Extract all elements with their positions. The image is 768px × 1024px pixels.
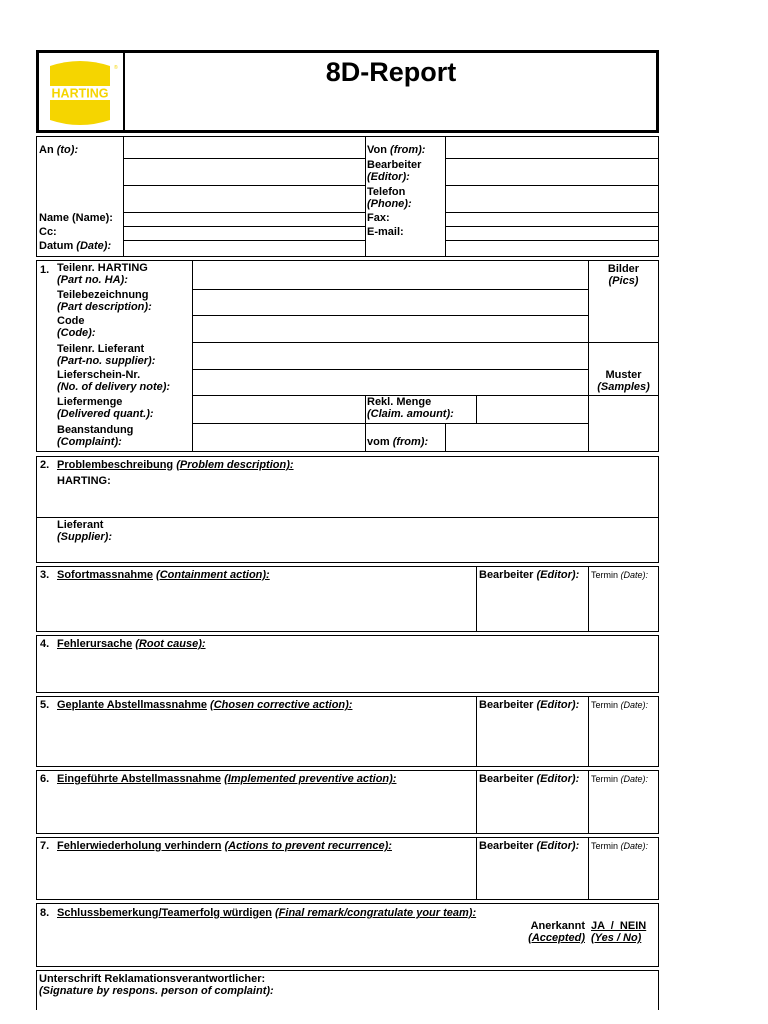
header-divider bbox=[123, 51, 125, 132]
s5-number: 5. bbox=[40, 699, 50, 711]
datum-label: Datum (Date): bbox=[39, 240, 112, 252]
s1-vline bbox=[588, 261, 589, 451]
s1-hline bbox=[192, 342, 658, 343]
addr-line bbox=[123, 212, 365, 213]
s8-number: 8. bbox=[40, 907, 50, 919]
addr-line bbox=[445, 240, 658, 241]
harting-logo bbox=[42, 60, 118, 126]
vom-label: vom (from): bbox=[367, 436, 429, 448]
s3-title: Sofortmassnahme (Containment action): bbox=[57, 569, 270, 581]
delivery-note-label: Lieferschein-Nr. (No. of delivery note): bbox=[57, 369, 171, 393]
s2-title: Problembeschreibung (Problem description): bbox=[57, 459, 294, 471]
phone-label: Telefon (Phone): bbox=[367, 186, 412, 210]
s3-vline bbox=[476, 567, 477, 631]
part-desc-label: Teilebezeichnung (Part description): bbox=[57, 289, 152, 313]
samples-label: Muster (Samples) bbox=[597, 369, 650, 393]
s7-editor-label: Bearbeiter (Editor): bbox=[479, 840, 580, 852]
s1-vline bbox=[445, 423, 446, 451]
s5-vline bbox=[476, 697, 477, 766]
s7-vline bbox=[588, 838, 589, 899]
code-label: Code (Code): bbox=[57, 315, 96, 339]
cc-label: Cc: bbox=[39, 226, 57, 238]
s6-number: 6. bbox=[40, 773, 50, 785]
an-label: An (to): bbox=[39, 144, 79, 156]
yes-no-label: JA / NEIN (Yes / No) bbox=[591, 920, 647, 944]
s5-date-label: Termin (Date): bbox=[591, 700, 649, 710]
complaint-label: Beanstandung (Complaint): bbox=[57, 424, 134, 448]
s5-title: Geplante Abstellmassnahme (Chosen corrective action): bbox=[57, 699, 353, 711]
s1-vline bbox=[476, 395, 477, 423]
supplier-label: Lieferant (Supplier): bbox=[57, 519, 112, 543]
page-title: 8D-Report bbox=[325, 57, 457, 87]
email-label: E-mail: bbox=[367, 226, 404, 238]
s4-title: Fehlerursache (Root cause): bbox=[57, 638, 206, 650]
part-no-label: Teilenr. HARTING (Part no. HA): bbox=[57, 262, 148, 286]
addr-line bbox=[445, 185, 658, 186]
s1-hline bbox=[192, 369, 588, 370]
addr-line bbox=[445, 226, 658, 227]
s7-vline bbox=[476, 838, 477, 899]
s7-number: 7. bbox=[40, 840, 50, 852]
addr-line bbox=[123, 158, 365, 159]
s3-number: 3. bbox=[40, 569, 50, 581]
signature-label: Unterschrift Reklamationsverantwortlicher: (Signature by respons. person of complaint): bbox=[39, 973, 274, 997]
fax-label: Fax: bbox=[367, 212, 390, 224]
addr-vline-2 bbox=[365, 137, 366, 256]
section-2-box bbox=[36, 456, 659, 563]
s2-hline bbox=[37, 517, 658, 518]
addr-line bbox=[123, 240, 365, 241]
addr-vline-1 bbox=[123, 137, 124, 256]
pics-label: Bilder (Pics) bbox=[607, 263, 640, 287]
claim-amount-label: Rekl. Menge (Claim. amount): bbox=[367, 396, 454, 420]
accepted-label: Anerkannt (Accepted) bbox=[528, 920, 585, 944]
s6-editor-label: Bearbeiter (Editor): bbox=[479, 773, 580, 785]
s3-editor-label: Bearbeiter (Editor): bbox=[479, 569, 580, 581]
s5-editor-label: Bearbeiter (Editor): bbox=[479, 699, 580, 711]
addr-line bbox=[445, 212, 658, 213]
s1-hline bbox=[192, 423, 588, 424]
logo-text: HARTING bbox=[51, 86, 109, 101]
addr-line bbox=[123, 185, 365, 186]
harting-label: HARTING: bbox=[57, 475, 111, 487]
s6-date-label: Termin (Date): bbox=[591, 774, 649, 784]
s1-hline bbox=[192, 315, 588, 316]
s5-vline bbox=[588, 697, 589, 766]
s6-vline bbox=[476, 771, 477, 833]
s3-date-label: Termin (Date): bbox=[591, 570, 649, 580]
s6-vline bbox=[588, 771, 589, 833]
editor-label: Bearbeiter (Editor): bbox=[367, 159, 422, 183]
von-label: Von (from): bbox=[367, 144, 426, 156]
s2-number: 2. bbox=[40, 459, 50, 471]
addr-vline-3 bbox=[445, 137, 446, 256]
s7-title: Fehlerwiederholung verhindern (Actions to prevent recurrence): bbox=[57, 840, 392, 852]
s6-title: Eingeführte Abstellmassnahme (Implemented preventive action): bbox=[57, 773, 397, 785]
svg-text:®: ® bbox=[114, 65, 118, 71]
s3-vline bbox=[588, 567, 589, 631]
addr-line bbox=[445, 158, 658, 159]
s4-number: 4. bbox=[40, 638, 50, 650]
s1-hline bbox=[192, 289, 588, 290]
delivered-quant-label: Liefermenge (Delivered quant.): bbox=[57, 396, 154, 420]
address-box bbox=[36, 136, 659, 257]
s7-date-label: Termin (Date): bbox=[591, 841, 649, 851]
addr-line bbox=[123, 226, 365, 227]
s8-title: Schlussbemerkung/Teamerfolg würdigen (Final remark/congratulate your team): bbox=[57, 907, 477, 919]
s1-number: 1. bbox=[40, 264, 50, 276]
name-label: Name (Name): bbox=[39, 212, 113, 224]
supplier-part-label: Teilenr. Lieferant (Part-no. supplier): bbox=[57, 343, 156, 367]
